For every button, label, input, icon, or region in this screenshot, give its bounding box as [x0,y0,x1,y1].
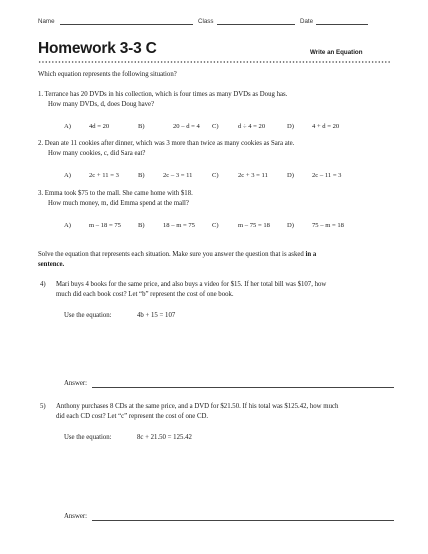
choice-letter: B) [138,172,145,179]
choice-letter: D) [287,172,294,179]
title-divider [38,61,390,63]
problem-4-line2: much did each book cost? Let “b” represent the cost of one book. [56,291,234,298]
choice-equation[interactable]: 4 + d = 20 [312,123,340,130]
choice-letter: B) [138,222,145,229]
problem-5-answer-label: Answer: [64,513,88,520]
choice-equation[interactable]: 2c – 3 = 11 [163,172,193,179]
choice-letter: A) [64,123,71,130]
choice-letter: B) [138,123,145,130]
class-field[interactable] [217,24,295,25]
section2-instruction [38,251,316,258]
choice-equation[interactable]: 4d = 20 [89,123,110,130]
page-subtitle: Write an Equation [310,49,363,56]
choice-letter: C) [212,123,219,130]
choice-letter: C) [212,222,219,229]
problem-4-number: 4) [40,281,46,288]
problem-1-line2: How many DVDs, d, does Doug have? [48,101,155,108]
problem-4-answer-label: Answer: [64,380,88,387]
section1-instruction: Which equation represents the following situation? [38,71,177,78]
name-label: Name [38,18,55,25]
choice-equation[interactable]: 75 – m = 18 [312,222,344,229]
choice-letter: D) [287,222,294,229]
choice-equation[interactable]: m – 75 = 18 [238,222,270,229]
problem-2-line1: 2. Dean ate 11 cookies after dinner, which was 3 more than twice as many cookies as Sara ate. [38,140,295,147]
problem-4-answer-field[interactable] [92,387,394,388]
problem-5-line2: did each CD cost? Let “c” represent the cost of one CD. [56,413,209,420]
problem-3-line2: How much money, m, did Emma spend at the mall? [48,200,189,207]
problem-5-line1: Anthony purchases 8 CDs at the same price, and a DVD for $21.50. If his total was $125.42, how much [56,403,339,410]
choice-letter: C) [212,172,219,179]
section2-instruction-text: Solve the equation that represents each situation. Make sure you answer the question that is asked [38,251,304,258]
class-label: Class [198,18,214,25]
choice-equation[interactable]: 2c + 3 = 11 [238,172,268,179]
date-label: Date [300,18,314,25]
section2-instruction-bold-2: sentence. [38,261,65,268]
problem-2-line2: How many cookies, c, did Sara eat? [48,150,146,157]
date-field[interactable] [316,24,368,25]
choice-equation[interactable]: 2c + 11 = 3 [89,172,119,179]
section2-instruction-bold: in a [305,251,317,258]
problem-4-line1: Mari buys 4 books for the same price, and also buys a video for $15. If her total bill was $107, how [56,281,327,288]
problem-3-line1: 3. Emma took $75 to the mall. She came home with $18. [38,190,193,197]
choice-equation[interactable]: m – 18 = 75 [89,222,121,229]
choice-equation[interactable]: 18 – m = 75 [163,222,195,229]
choice-letter: A) [64,222,71,229]
choice-letter: D) [287,123,294,130]
problem-4-equation: 4b + 15 = 107 [137,312,176,319]
choice-letter: A) [64,172,71,179]
problem-5-number: 5) [40,403,46,410]
problem-5-use-label: Use the equation: [64,434,112,441]
problem-4-use-label: Use the equation: [64,312,112,319]
choice-equation[interactable]: d ÷ 4 = 20 [238,123,266,130]
problem-5-answer-field[interactable] [92,520,394,521]
page-title: Homework 3-3 C [38,40,157,57]
problem-5-equation: 8c + 21.50 = 125.42 [137,434,192,441]
problem-1-line1: 1. Terrance has 20 DVDs in his collection, which is four times as many DVDs as Doug has. [38,91,288,98]
name-field[interactable] [60,24,193,25]
choice-equation[interactable]: 2c – 11 = 3 [312,172,342,179]
choice-equation[interactable]: 20 – d = 4 [173,123,200,130]
